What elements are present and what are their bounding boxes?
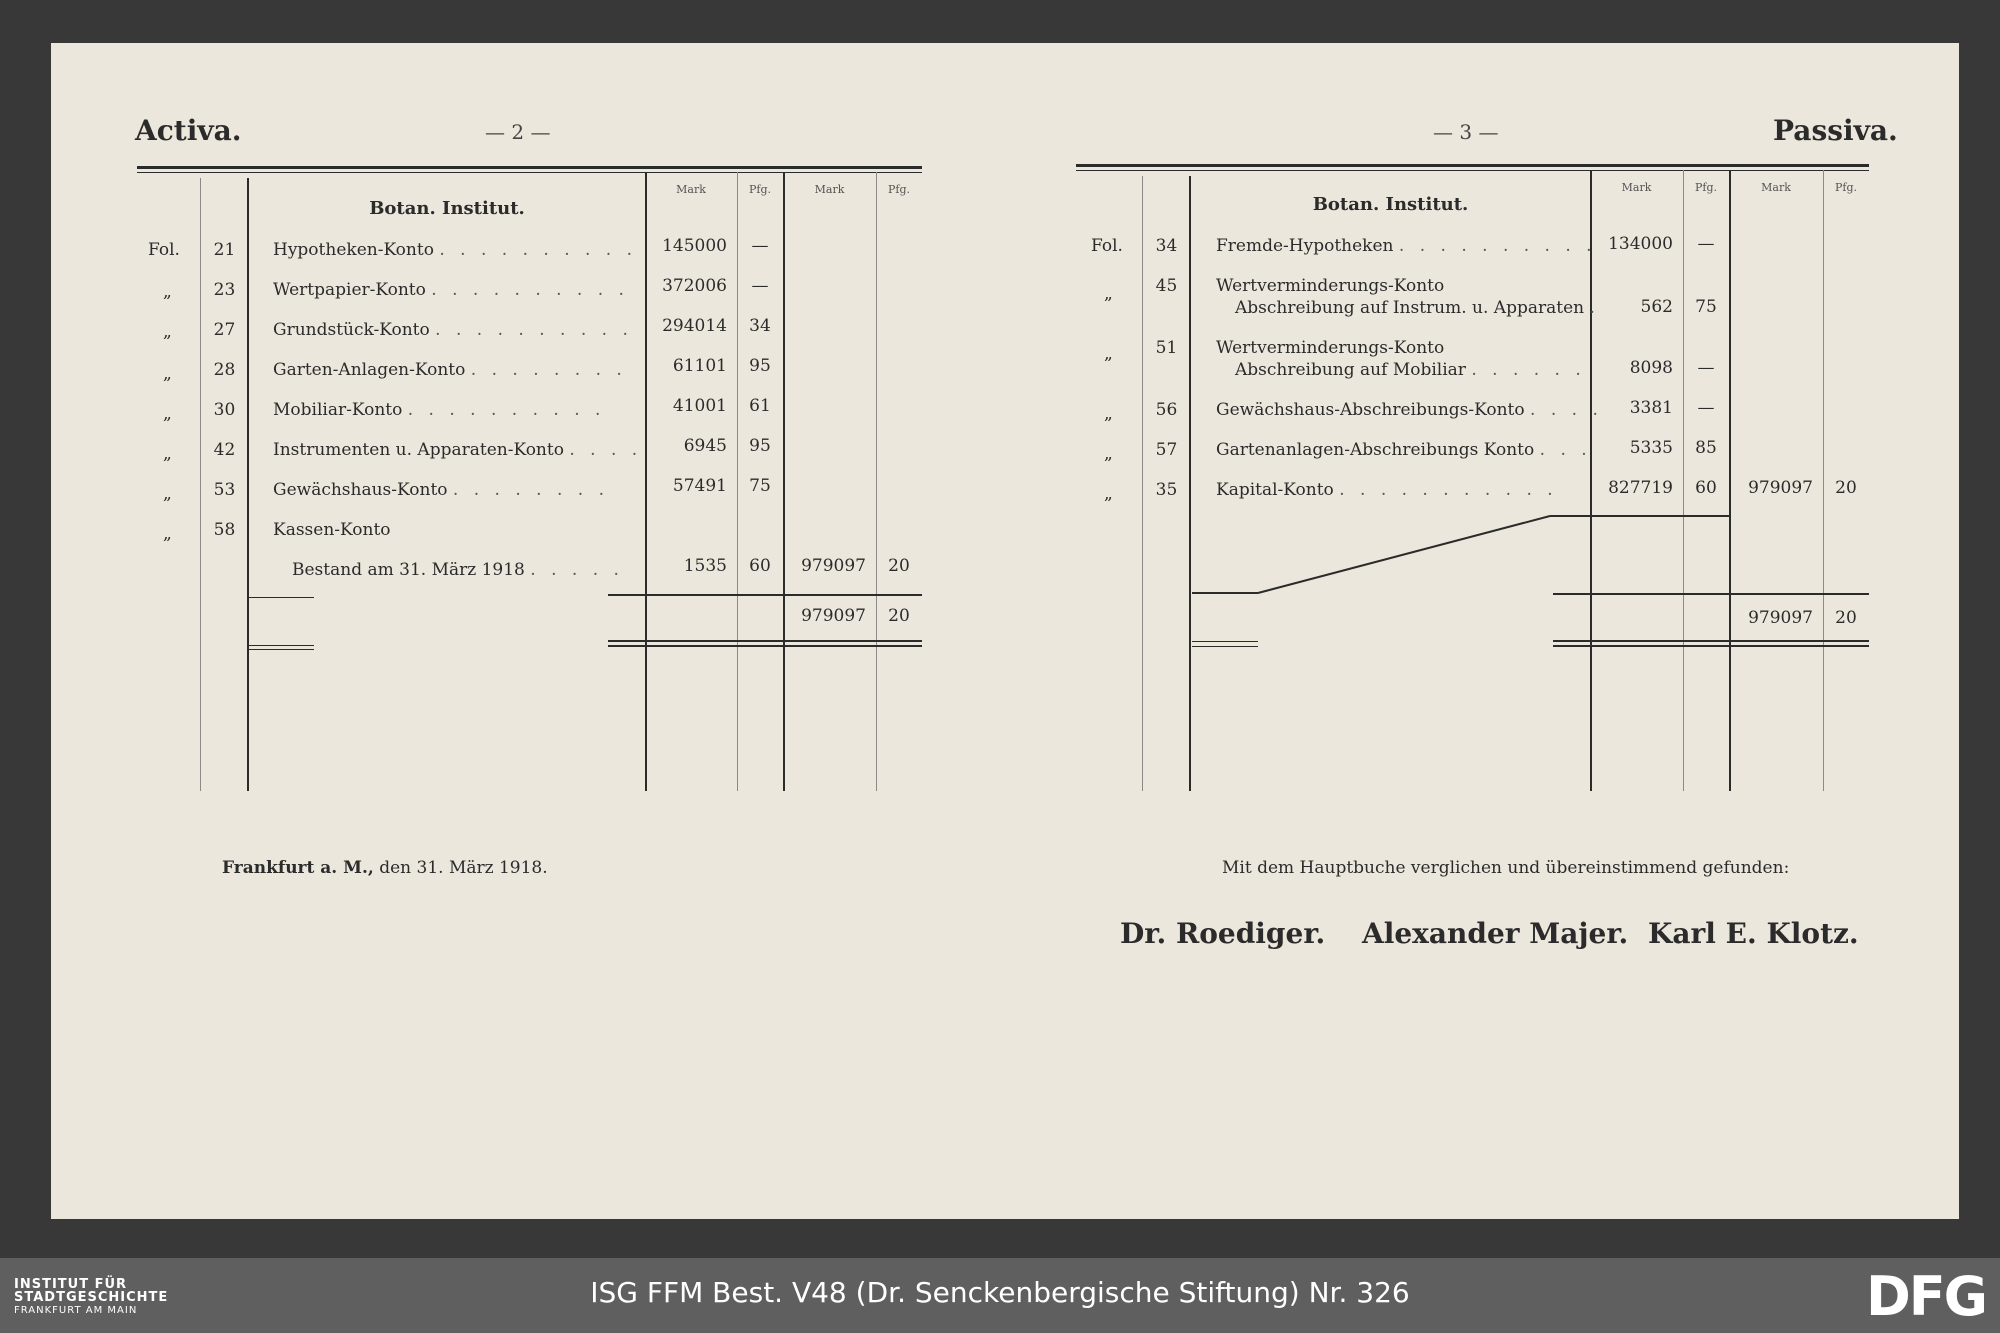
ditto-mark: „ — [163, 364, 172, 384]
total-pfg: 20 — [1835, 478, 1857, 498]
amount-pfg: 95 — [749, 356, 771, 376]
ditto-mark: „ — [163, 444, 172, 464]
account-label: Fremde-Hypotheken . . . . . . . . . . — [1216, 236, 1597, 256]
folio: 51 — [1155, 338, 1178, 358]
institute-logo: INSTITUT FÜR STADTGESCHICHTE FRANKFURT AM MAIN — [14, 1277, 169, 1316]
folio: 53 — [213, 480, 236, 500]
folio: 45 — [1155, 276, 1178, 296]
amount-pfg: 60 — [749, 556, 771, 576]
amount-pfg: — — [1697, 358, 1715, 378]
amount-mark: 57491 — [672, 476, 727, 496]
dfg-logo: DFG — [1865, 1265, 1986, 1328]
amount-mark: 145000 — [662, 236, 727, 256]
account-label: Instrumenten u. Apparaten-Konto . . . . — [273, 440, 643, 460]
ditto-mark: „ — [163, 404, 172, 424]
ditto-mark: „ — [1104, 444, 1113, 464]
passiva-title: Passiva. — [1773, 114, 1898, 147]
amount-mark: 562 — [1640, 297, 1673, 317]
fol-label: Fol. — [148, 240, 180, 260]
col-pfg-4: Pfg. — [1834, 181, 1857, 194]
col-pfg-3: Pfg. — [1694, 181, 1717, 194]
amount-pfg: 75 — [749, 476, 771, 496]
col-mark-4: Mark — [1761, 181, 1791, 194]
folio: 56 — [1155, 400, 1178, 420]
account-label: Gewächshaus-Konto . . . . . . . . — [273, 480, 609, 500]
amount-pfg: — — [1697, 398, 1715, 418]
account-label: Gartenanlagen-Abschreibungs Konto . . . — [1216, 440, 1592, 460]
amount-mark: 3381 — [1629, 398, 1673, 418]
archive-caption: ISG FFM Best. V48 (Dr. Senckenbergische Stiftung) Nr. 326 — [590, 1276, 1410, 1309]
ditto-mark: „ — [163, 484, 172, 504]
account-label: Grundstück-Konto . . . . . . . . . . — [273, 320, 633, 340]
amount-mark: 134000 — [1608, 234, 1673, 254]
folio: 21 — [213, 240, 236, 260]
col-mark-2: Mark — [814, 183, 845, 196]
amount-mark: 5335 — [1629, 438, 1673, 458]
col-pfg-2: Pfg. — [887, 183, 910, 196]
amount-mark: 41001 — [672, 396, 727, 416]
account-label: Mobiliar-Konto . . . . . . . . . . — [273, 400, 606, 420]
ditto-mark: „ — [1104, 284, 1113, 304]
amount-mark: 294014 — [662, 316, 727, 336]
sum-mark-left: 979097 — [801, 606, 866, 626]
folio: 27 — [213, 320, 236, 340]
fol-label: Fol. — [1091, 236, 1123, 256]
account-label: Gewächshaus-Abschreibungs-Konto . . . . — [1216, 400, 1603, 420]
sum-pfg-left: 20 — [888, 606, 910, 626]
section-title-right: Botan. Institut. — [1312, 194, 1469, 215]
verification-note: Mit dem Hauptbuche verglichen und übereinstimmend gefunden: — [1222, 858, 1790, 878]
folio: 42 — [213, 440, 236, 460]
account-sublabel: Abschreibung auf Mobiliar . . . . . . — [1235, 360, 1586, 380]
account-label: Kapital-Konto . . . . . . . . . . . — [1216, 480, 1558, 500]
ditto-mark: „ — [1104, 344, 1113, 364]
amount-pfg: 60 — [1695, 478, 1717, 498]
total-mark: 979097 — [1748, 478, 1813, 498]
signature-roediger: Dr. Roediger. — [1120, 917, 1326, 950]
total-pfg: 20 — [888, 556, 910, 576]
ditto-mark: „ — [1104, 404, 1113, 424]
activa-title: Activa. — [135, 114, 242, 147]
amount-pfg: 34 — [749, 316, 771, 336]
amount-mark: 8098 — [1629, 358, 1673, 378]
section-title-left: Botan. Institut. — [369, 198, 525, 219]
amount-pfg: — — [1697, 234, 1715, 254]
account-label: Hypotheken-Konto . . . . . . . . . . — [273, 240, 638, 260]
ditto-mark: „ — [163, 524, 172, 544]
account-label: Garten-Anlagen-Konto . . . . . . . . — [273, 360, 627, 380]
bestand-label: Bestand am 31. März 1918 . . . . . — [292, 560, 624, 580]
amount-pfg: 95 — [749, 436, 771, 456]
ditto-mark: „ — [163, 282, 172, 302]
folio: 30 — [213, 400, 236, 420]
amount-pfg: 75 — [1695, 297, 1717, 317]
folio: 57 — [1155, 440, 1178, 460]
amount-pfg: 85 — [1695, 438, 1717, 458]
folio: 35 — [1155, 480, 1178, 500]
account-sublabel: Abschreibung auf Instrum. u. Apparaten . — [1235, 298, 1600, 318]
page-number-left: — 2 — — [485, 120, 551, 144]
amount-mark: 61101 — [672, 356, 727, 376]
amount-mark: 6945 — [683, 436, 727, 456]
total-mark: 979097 — [801, 556, 866, 576]
col-mark-3: Mark — [1621, 181, 1652, 194]
folio: 28 — [213, 360, 236, 380]
amount-pfg: 61 — [749, 396, 771, 416]
amount-mark: 1535 — [683, 556, 727, 576]
ditto-mark: „ — [163, 322, 172, 342]
col-mark-1: Mark — [676, 183, 706, 196]
account-label: Wertverminderungs-Konto — [1216, 338, 1445, 358]
amount-mark: 827719 — [1608, 478, 1673, 498]
amount-pfg: — — [751, 276, 769, 296]
col-pfg-1: Pfg. — [748, 183, 771, 196]
sum-pfg-right: 20 — [1835, 608, 1857, 628]
folio: 34 — [1155, 236, 1178, 256]
amount-pfg: — — [751, 236, 769, 256]
sum-mark-right: 979097 — [1748, 608, 1813, 628]
sum-rule-right — [1553, 593, 1869, 595]
folio: 58 — [213, 520, 236, 540]
page-number-right: — 3 — — [1433, 120, 1499, 144]
signature-klotz: Karl E. Klotz. — [1648, 917, 1859, 950]
account-label: Kassen-Konto — [273, 520, 391, 540]
account-label: Wertverminderungs-Konto — [1216, 276, 1445, 296]
archive-footer-bar — [0, 1258, 2000, 1333]
signature-majer: Alexander Majer. — [1362, 917, 1629, 950]
place-date: Frankfurt a. M., den 31. März 1918. — [222, 858, 548, 878]
double-rule-right — [1553, 640, 1869, 642]
folio: 23 — [213, 280, 236, 300]
ditto-mark: „ — [1104, 484, 1113, 504]
account-label: Wertpapier-Konto . . . . . . . . . . — [273, 280, 629, 300]
amount-mark: 372006 — [662, 276, 727, 296]
